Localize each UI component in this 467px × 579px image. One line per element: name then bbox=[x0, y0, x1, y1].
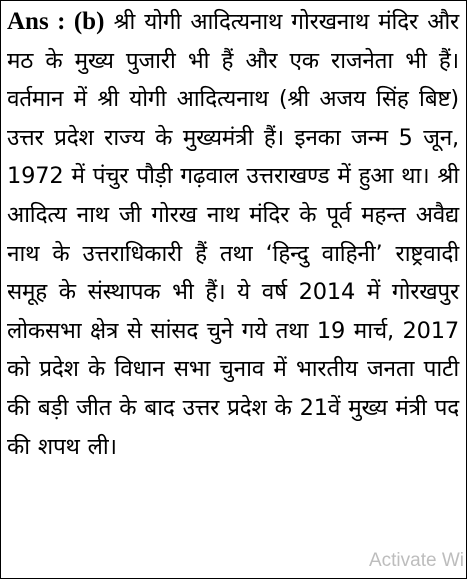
answer-label: Ans : (b) bbox=[7, 8, 105, 35]
answer-paragraph bbox=[7, 3, 459, 466]
answer-text: श्री योगी आदित्यनाथ गोरखनाथ मंदिर और मठ के मुख्य पुजारी भी हैं और एक राजनेता भी हैं। वर्तमान में श्री योगी आदित्यनाथ (श्री अजय सिंह बिष्ट) उत्तर प्रदेश राज्य के मुख्यमंत्री हैं। इनका जन्म 5 जून, 1972 में पंचुर पौड़ी गढ़वाल उत्तराखण्ड में हुआ था। श्री आदित्य नाथ जी गोरख नाथ मंदिर के पूर्व महन्त अवैद्य नाथ के उत्तराधिकारी हैं तथा ‘हिन्दु वाहिनी’ राष्ट्रवादी समूह के संस्थापक भी हैं। ये वर्ष 2014 में गोरखपुर लोकसभा क्षेत्र से सांसद चुने गये तथा 19 मार्च, 2017 को प्रदेश के विधान सभा चुनाव में भारतीय जनता पाटी की बड़ी जीत के बाद उत्तर प्रदेश के 21वें मुख्य मंत्री पद की शपथ ली। bbox=[7, 9, 460, 460]
activate-windows-watermark: Activate Wi bbox=[368, 550, 464, 571]
